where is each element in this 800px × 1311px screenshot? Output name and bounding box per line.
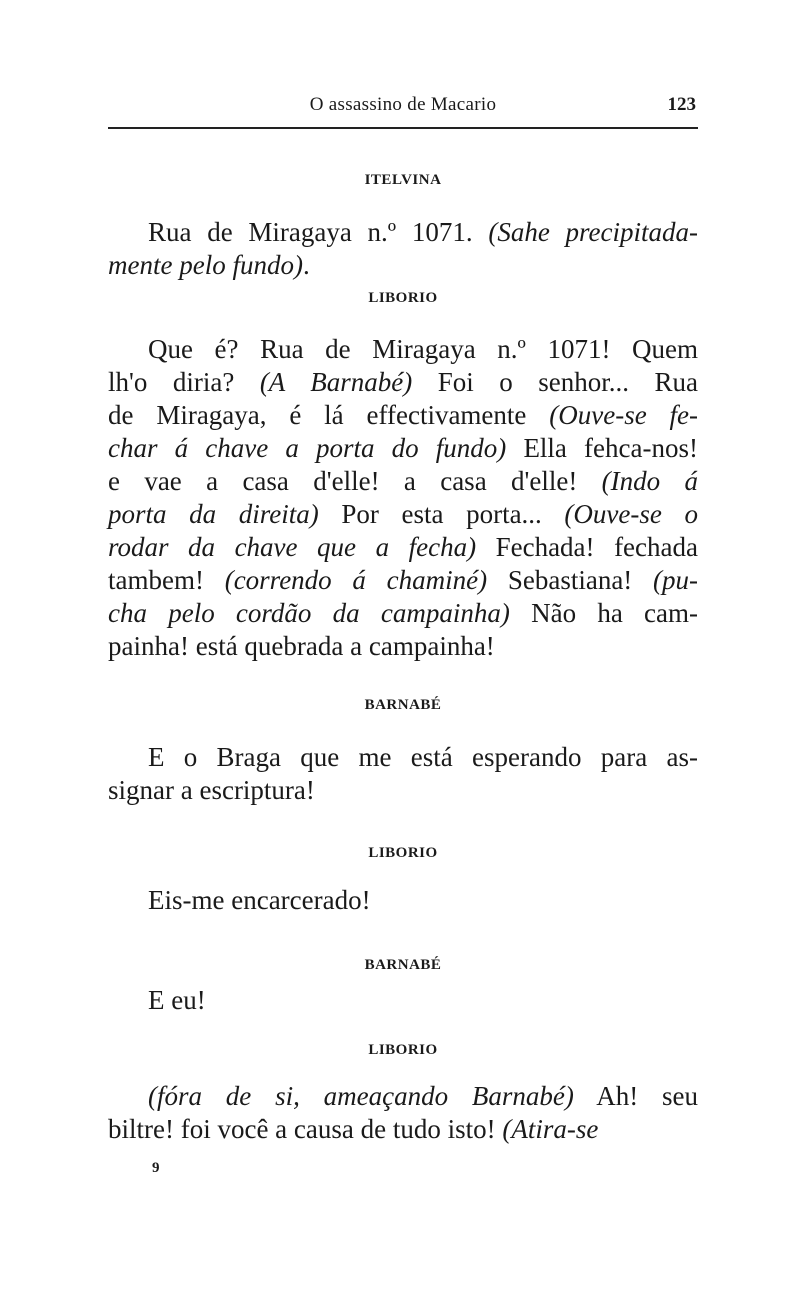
speech-line (108, 249, 698, 282)
stage-direction: (Ouve-se o (564, 499, 698, 529)
speaker-barnabe: BARNABÉ (364, 697, 442, 713)
stage-direction: char á chave a porta do fundo) (108, 433, 507, 463)
speech-itelvina (108, 216, 698, 282)
signature-mark: 9 (152, 1160, 160, 1176)
speech-barnabe (108, 984, 698, 1017)
stage-direction: (correndo á chaminé) (224, 565, 488, 595)
dialogue-text: Sebastiana! (487, 565, 654, 595)
speech-line (108, 774, 698, 807)
dialogue-text: signar a escriptura! (108, 775, 315, 805)
speech-line (108, 465, 698, 498)
dialogue-text: tambem! (108, 565, 225, 595)
speaker-itelvina: ITELVINA (364, 172, 442, 188)
speech-line (108, 597, 698, 630)
running-header (108, 92, 698, 122)
speech-line (108, 1113, 698, 1146)
dialogue-text: Não ha cam- (509, 598, 698, 628)
speech-line (108, 741, 698, 774)
speech-liborio (108, 1080, 698, 1146)
dialogue-text: Que é? Rua de Miragaya n.º 1071! Quem (148, 334, 698, 364)
stage-direction: (Ouve-se fe- (549, 400, 699, 430)
speech-line (108, 399, 698, 432)
dialogue-text: e vae a casa d'elle! a casa d'elle! (108, 466, 602, 496)
dialogue-text: . (302, 250, 310, 280)
speech-liborio (108, 333, 698, 663)
speaker-liborio: LIBORIO (368, 845, 438, 861)
speech-line (108, 333, 698, 366)
dialogue-text: painha! está quebrada a campainha! (108, 631, 495, 661)
page-number: 123 (667, 94, 696, 115)
dialogue-text: Ah! seu (573, 1081, 699, 1111)
dialogue-text: Eis-me encarcerado! (148, 885, 371, 915)
dialogue-text: Rua de Miragaya n.º 1071. (148, 217, 489, 247)
dialogue-text: de Miragaya, é lá effectivamente (108, 400, 550, 430)
stage-direction: (Atira-se (502, 1114, 599, 1144)
speech-line (108, 1080, 698, 1113)
dialogue-text: Ella fehca-nos! (506, 433, 698, 463)
stage-direction: (Sahe precipitada- (488, 217, 698, 247)
stage-direction: (fóra de si, ameaçando Barnabé) (148, 1081, 574, 1111)
speech-barnabe (108, 741, 698, 807)
speech-line (108, 432, 698, 465)
header-rule (108, 127, 698, 129)
speech-liborio (108, 884, 698, 917)
dialogue-text: Por esta porta... (318, 499, 565, 529)
speech-line (108, 564, 698, 597)
speech-line (108, 531, 698, 564)
speech-line (108, 884, 698, 917)
speech-line (108, 630, 698, 663)
dialogue-text: E o Braga que me está esperando para as- (148, 742, 698, 772)
dialogue-text: E eu! (148, 985, 206, 1015)
speaker-liborio: LIBORIO (368, 1042, 438, 1058)
dialogue-text: biltre! foi você a causa de tudo isto! (108, 1114, 503, 1144)
dialogue-text: Foi o senhor... Rua (412, 367, 698, 397)
speech-line (108, 984, 698, 1017)
stage-direction: cha pelo cordão da campainha) (108, 598, 510, 628)
stage-direction: (pu- (653, 565, 699, 595)
stage-direction: (A Barnabé) (259, 367, 413, 397)
speaker-liborio: LIBORIO (368, 290, 438, 306)
stage-direction: rodar da chave que a fecha) (108, 532, 477, 562)
speaker-barnabe: BARNABÉ (364, 957, 442, 973)
speech-line (108, 366, 698, 399)
dialogue-text: lh'o diria? (108, 367, 260, 397)
stage-direction: (Indo á (601, 466, 698, 496)
stage-direction: mente pelo fundo) (108, 250, 303, 280)
dialogue-text: Fechada! fechada (476, 532, 698, 562)
speech-line (108, 498, 698, 531)
stage-direction: porta da direita) (108, 499, 319, 529)
running-title: O assassino de Macario (309, 94, 497, 115)
speech-line (108, 216, 698, 249)
